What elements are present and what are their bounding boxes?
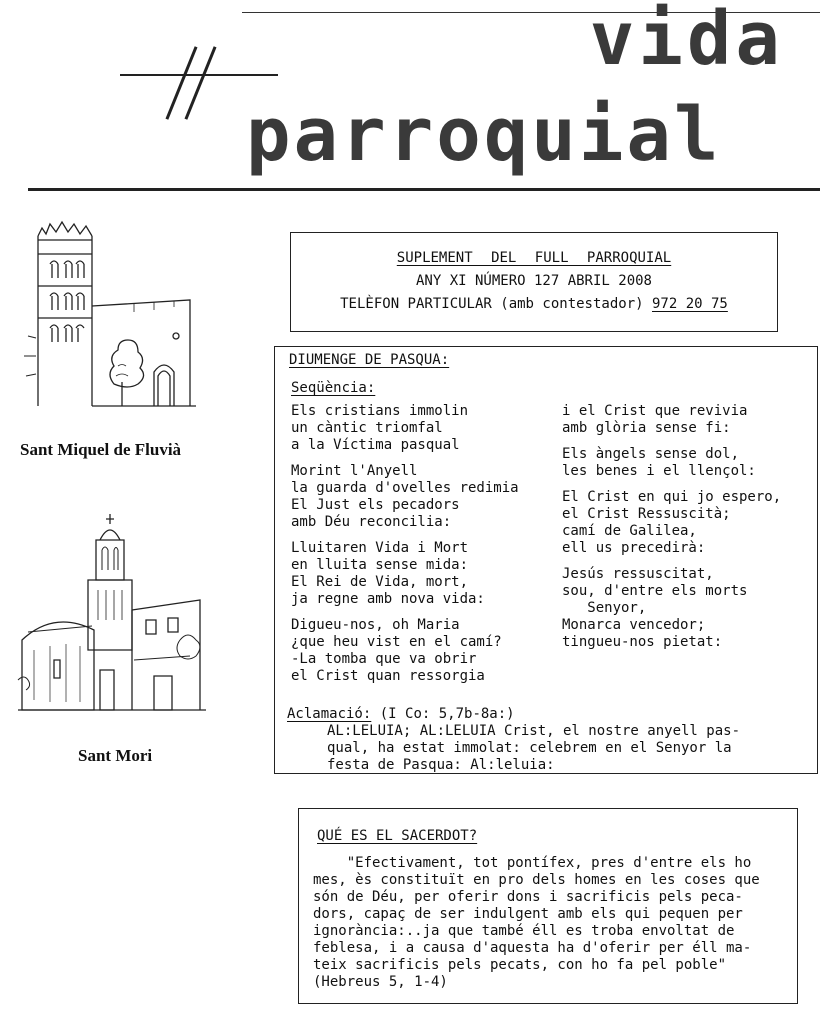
masthead-hash-line: [120, 74, 278, 76]
priest-quote-line: feblesa, i a causa d'aquesta ha d'oferir per éll ma-: [313, 940, 752, 956]
sequence-stanza: [562, 566, 781, 651]
acclamation-text: [327, 723, 797, 774]
acclamation-line: qual, ha estat immolat: celebrem en el Senyor la: [327, 740, 732, 756]
priest-title: QUÉ ES EL SACERDOT?: [317, 828, 478, 844]
sequence-verse-line: Els cristians immolin: [291, 403, 469, 419]
sequence-verse-line: Jesús ressuscitat,: [562, 566, 714, 582]
sequence-verse-line: el Crist Ressuscità;: [562, 506, 731, 522]
priest-quote-line: ignorància:..ja que també éll es troba envoltat de: [313, 923, 735, 939]
sequence-verse-line: Digueu-nos, oh Maria: [291, 617, 460, 633]
priest-quote-line: (Hebreus 5, 1-4): [313, 974, 448, 990]
priest-quote-line: teix sacrificis pels pecats, con ho fa pel poble": [313, 957, 727, 973]
acclamation-line: AL:LELUIA; AL:LELUIA Crist, el nostre anyell pas-: [327, 723, 741, 739]
sequence-stanza: [291, 540, 519, 608]
sequence-verse-line: -La tomba que va obrir: [291, 651, 477, 667]
phone-label: TELÈFON PARTICULAR (amb contestador): [340, 296, 652, 312]
acclamation-heading: [287, 706, 515, 723]
sequence-label: Seqüència:: [291, 380, 376, 396]
sequence-verse-line: Els àngels sense dol,: [562, 446, 740, 462]
church-sant-mori-illustration: [14, 510, 214, 740]
priest-quote-line: dors, capaç de ser indulgent amb els qui pequen per: [313, 906, 743, 922]
priest-quote-line: "Efectivament, tot pontífex, pres d'entre els ho: [313, 855, 752, 871]
sequence-verse-line: El Crist en qui jo espero,: [562, 489, 782, 505]
sequence-stanza: [291, 617, 519, 685]
illustration-caption: Sant Mori: [78, 746, 153, 765]
sequence-verse-line: Monarca vencedor;: [562, 617, 706, 633]
sequence-verse-line: El Just els pecadors: [291, 497, 460, 513]
sequence-verse-line: amb glòria sense fi:: [562, 420, 731, 436]
sequence-stanza: [291, 403, 519, 454]
sequence-verse-line: en lluita sense mida:: [291, 557, 469, 573]
sequence-verse-line: les benes i el llençol:: [562, 463, 756, 479]
sequence-verse-line: Lluitaren Vida i Mort: [291, 540, 469, 556]
priest-quote-box: [298, 808, 798, 1004]
sequence-verse-line: tingueu-nos pietat:: [562, 634, 723, 650]
phone-number: 972 20 75: [652, 296, 728, 312]
sequence-verse-line: Morint l'Anyell: [291, 463, 418, 479]
priest-quote-line: són de Déu, per oferir dons i sacrificis pels peca-: [313, 889, 743, 905]
supplement-title: SUPLEMENT DEL FULL PARROQUIAL: [396, 250, 672, 266]
priest-quote-text: [313, 855, 760, 991]
sequence-verse-line: camí de Galilea,: [562, 523, 697, 539]
masthead-bottom-rule: [28, 188, 820, 191]
supplement-header-box: [290, 232, 778, 332]
masthead-hash-slash: [165, 46, 197, 119]
sequence-verse-line: a la Víctima pasqual: [291, 437, 460, 453]
sequence-verse-line: amb Déu reconcilia:: [291, 514, 452, 530]
sequence-stanza: [562, 489, 781, 557]
sequence-verse-line: Senyor,: [562, 600, 647, 616]
masthead-title-parroquial: parroquial: [246, 92, 722, 178]
sequence-verse-line: un càntic triomfal: [291, 420, 443, 436]
sequence-verse-line: ell us precedirà:: [562, 540, 706, 556]
illustration-caption: Sant Miquel de Fluvià: [20, 440, 182, 459]
sequence-verse-line: El Rei de Vida, mort,: [291, 574, 469, 590]
easter-sunday-box: [274, 346, 818, 774]
sequence-verse-line: sou, d'entre els morts: [562, 583, 748, 599]
sequence-stanza: [562, 403, 781, 437]
sequence-right-column: [562, 403, 781, 660]
sequence-verse-line: i el Crist que revivia: [562, 403, 748, 419]
acclamation-label: Aclamació:: [287, 706, 372, 722]
priest-quote-line: mes, ès constituït en pro dels homes en les coses que: [313, 872, 760, 888]
sequence-stanza: [562, 446, 781, 480]
sequence-verse-line: el Crist quan ressorgia: [291, 668, 485, 684]
church-sant-miquel-illustration: [14, 206, 214, 428]
sequence-left-column: [291, 403, 519, 694]
acclamation-reference: (I Co: 5,7b-8a:): [371, 706, 515, 722]
issue-info: ANY XI NÚMERO 127 ABRIL 2008: [415, 273, 652, 289]
masthead-title-vida: vida: [589, 0, 784, 82]
sequence-verse-line: ¿que heu vist en el camí?: [291, 634, 502, 650]
phone-line: [291, 293, 777, 316]
easter-title: DIUMENGE DE PASQUA:: [289, 352, 450, 368]
sequence-stanza: [291, 463, 519, 531]
sequence-verse-line: ja regne amb nova vida:: [291, 591, 485, 607]
acclamation-line: festa de Pasqua: Al:leluia:: [327, 757, 555, 773]
sequence-verse-line: la guarda d'ovelles redimia: [291, 480, 519, 496]
